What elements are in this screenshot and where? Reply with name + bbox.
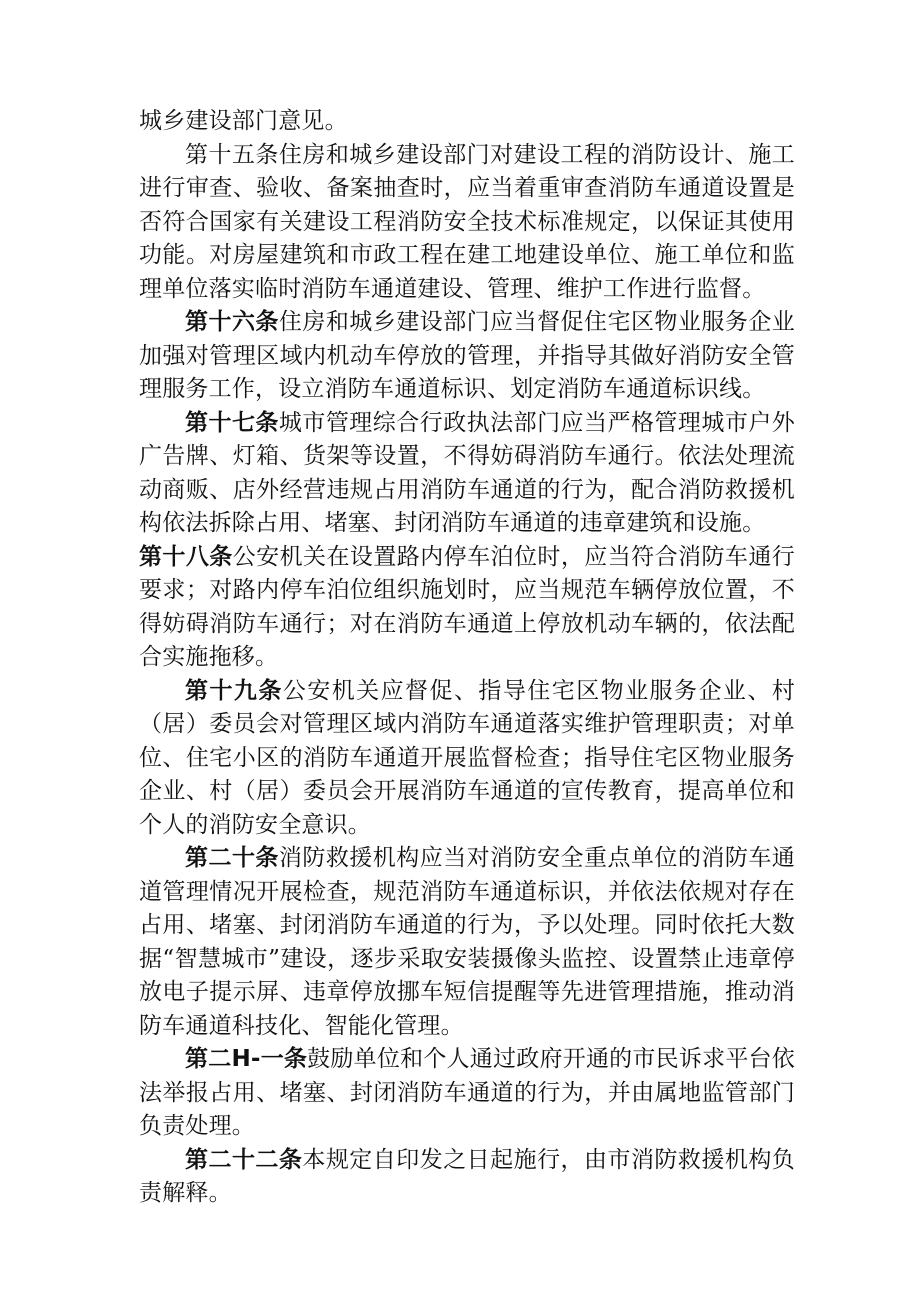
- article-heading: 第十六条: [185, 309, 279, 335]
- article-heading: 第十八条: [139, 543, 233, 570]
- article-heading: 第十七条: [185, 409, 279, 436]
- article-heading: 第十九条: [185, 677, 283, 704]
- article-17: 第十七条城市管理综合行政执法部门应当严格管理城市户外广告牌、灯箱、货架等设置，不得妨碍消防车通行。依法处理流动商贩、店外经营违规占用消防车通道的行为，配合消防救援机构依法拆除占用、堵塞、封闭消防车通道的违章建筑和设施。: [139, 409, 795, 536]
- article-22: 第二十二条本规定自印发之日起施行，由市消防救援机构负责解释。: [139, 1146, 795, 1206]
- article-heading: 第二H-一条: [185, 1046, 308, 1072]
- article-heading: 第二十条: [185, 845, 279, 871]
- article-21: 第二H-一条鼓励单位和个人通过政府开通的市民诉求平台依法举报占用、堵塞、封闭消防车通道的行为，并由属地监管部门负责处理。: [139, 1046, 795, 1139]
- article-heading: 第二十二条: [185, 1146, 303, 1173]
- paragraph-continuation: 城乡建设部门意见。: [139, 108, 348, 134]
- document-page: [139, 105, 795, 1211]
- article-19: 第十九条公安机关应督促、指导住宅区物业服务企业、村（居）委员会对管理区域内消防车通道落实维护管理职责；对单位、住宅小区的消防车通道开展监督检查；指导住宅区物业服务企业、村（居）委员会开展消防车通道的宣传教育，提高单位和个人的消防安全意识。: [139, 677, 795, 838]
- article-15: 第十五条住房和城乡建设部门对建设工程的消防设计、施工进行审查、验收、备案抽查时，应当着重审查消防车通道设置是否符合国家有关建设工程消防安全技术标准规定，以保证其使用功能。对房屋建筑和市政工程在建工地建设单位、施工单位和监理单位落实临时消防车通道建设、管理、维护工作进行监督。: [139, 141, 795, 302]
- article-18: 第十八条公安机关在设置路内停车泊位时，应当符合消防车通行要求；对路内停车泊位组织施划时，应当规范车辆停放位置，不得妨碍消防车通行；对在消防车通道上停放机动车辆的，依法配合实施拖移。: [139, 543, 795, 670]
- article-16: 第十六条住房和城乡建设部门应当督促住宅区物业服务企业加强对管理区域内机动车停放的管理，并指导其做好消防安全管理服务工作，设立消防车通道标识、划定消防车通道标识线。: [139, 309, 795, 402]
- article-20: 第二十条消防救援机构应当对消防安全重点单位的消防车通道管理情况开展检查，规范消防车通道标识，并依法依规对存在占用、堵塞、封闭消防车通道的行为，予以处理。同时依托大数据“智慧城市”建设，逐步采取安装摄像头监控、设置禁止违章停放电子提示屏、违章停放挪车短信提醒等先进管理措施，推动消防车通道科技化、智能化管理。: [139, 845, 795, 1039]
